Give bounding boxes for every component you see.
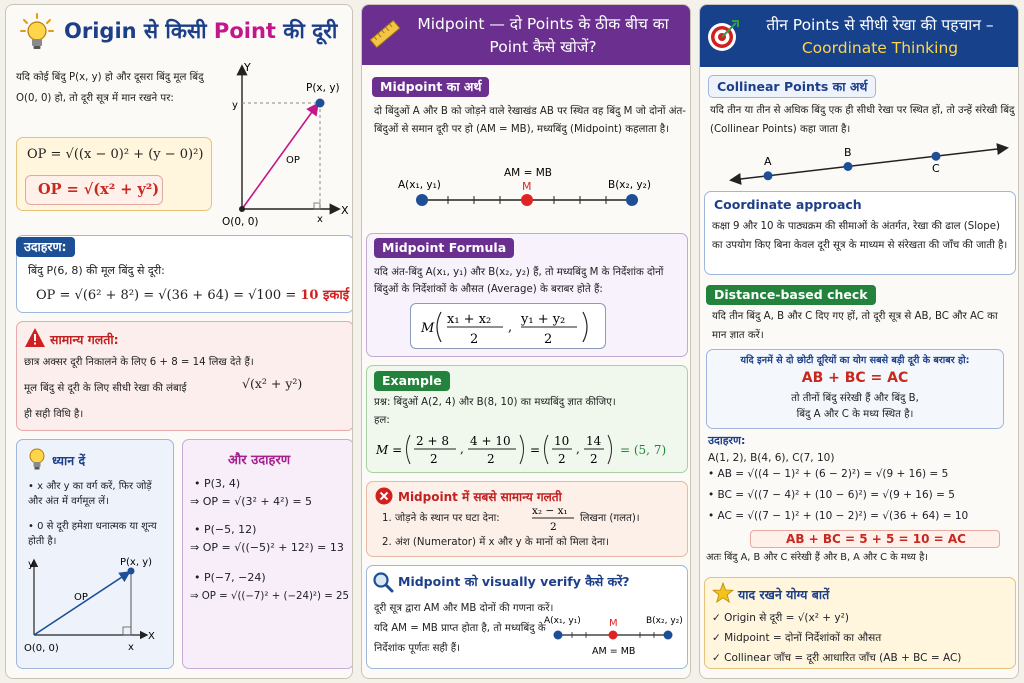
verify-segment-diagram <box>542 609 688 661</box>
warning-icon <box>24 327 46 349</box>
svg-text:x₂ − x₁: x₂ − x₁ <box>532 505 568 517</box>
mistake-title: Midpoint में सबसे सामान्य गलती <box>398 490 562 504</box>
more-examples-title: और उदाहरण <box>228 453 291 468</box>
x-tick-label: x <box>317 214 323 225</box>
bulb-icon <box>20 13 54 51</box>
note-graph <box>20 553 170 665</box>
op-formula-box <box>16 137 212 211</box>
collinear-line-diagram <box>720 140 1010 190</box>
svg-text:A(x₁, y₁): A(x₁, y₁) <box>544 616 581 626</box>
svg-text:2 + 8: 2 + 8 <box>416 434 449 448</box>
svg-text:2: 2 <box>487 452 495 466</box>
midpoint-meaning-tag: Midpoint का अर्थ <box>372 77 489 97</box>
point-b-label: B(x₂, y₂) <box>608 179 651 191</box>
svg-text:O(0, 0): O(0, 0) <box>24 643 59 654</box>
segment-label: OP <box>286 155 300 166</box>
svg-text:M =: M = <box>376 443 403 457</box>
midpoint-panel <box>361 4 691 679</box>
note-bullet-1: • x और y का वर्ग करें, फिर जोड़ें और अंत में वर्गमूल लें। <box>28 481 152 507</box>
example-result-box <box>750 530 1000 548</box>
point-p <box>316 99 325 108</box>
error-text-2: मूल बिंदु से दूरी के लिए सीधी रेखा की लंबाई <box>24 383 187 394</box>
verify-title: Midpoint को visually verify कैसे करें? <box>398 574 630 589</box>
svg-text:x: x <box>128 642 134 653</box>
svg-text:P(x, y): P(x, y) <box>120 557 153 568</box>
svg-text:2: 2 <box>550 521 557 533</box>
magnifier-icon <box>372 571 394 593</box>
svg-text:= (5, 7): = (5, 7) <box>620 443 667 457</box>
svg-text:X: X <box>148 631 155 642</box>
example-conclusion: अतः बिंदु A, B और C संरेखी हैं और B, A और C के मध्य है। <box>706 552 928 563</box>
more-example-point: • P(−5, 12) <box>194 523 257 536</box>
coordinate-approach-text: कक्षा 9 और 10 के पाठ्यक्रम की सीमाओं के अंतर्गत, रेखा की ढाल (Slope) का उपयोग किए बिना केवल दूरी सूत्र के माध्यम से संरेखता की जाँच की जाती है। <box>712 221 1008 251</box>
remember-item: ✓ Collinear जाँच = दूरी आधारित जाँच (AB + BC = AC) <box>712 652 962 664</box>
svg-text:,: , <box>576 442 580 456</box>
distance-check-text: यदि तीन बिंदु A, B और C दिए गए हों, तो दूरी सूत्र से AB, BC और AC का मान ज्ञात करें। <box>712 311 998 341</box>
collinear-meaning-text: यदि तीन या तीन से अधिक बिंदु एक ही सीधी रेखा पर स्थित हों, तो उन्हें संरेखी बिंदु (Collinear Points) कहा जाता है। <box>710 105 1015 135</box>
svg-text:y₁ + y₂: y₁ + y₂ <box>521 312 566 327</box>
more-example-calc: ⇒ OP = √((−5)² + 12²) = 13 <box>190 541 344 554</box>
svg-text:2: 2 <box>544 332 553 347</box>
condition-text: यदि इनमें से दो छोटी दूरियों का योग सबसे बड़ी दूरी के बराबर हो: <box>740 355 970 366</box>
svg-text:10: 10 <box>554 434 570 448</box>
svg-text:4 + 10: 4 + 10 <box>470 434 511 448</box>
svg-text:2: 2 <box>470 332 479 347</box>
op-result-box <box>25 175 163 205</box>
example-result: AB + BC = 5 + 5 = 10 = AC <box>786 532 966 546</box>
origin-graph <box>218 57 353 227</box>
point-o <box>239 206 245 212</box>
point-a-label: A(x₁, y₁) <box>398 179 441 191</box>
point-p-label: P(x, y) <box>306 82 340 94</box>
mistake-item-1: 1. जोड़ने के स्थान पर घटा देना: <box>382 513 500 524</box>
note-title: ध्यान दें <box>52 453 86 468</box>
collinear-meaning-tag: Collinear Points का अर्थ <box>708 75 876 98</box>
svg-text:B(x₂, y₂): B(x₂, y₂) <box>646 616 683 626</box>
point-a-label: A <box>764 155 772 168</box>
ruler-icon <box>368 17 402 51</box>
coordinate-approach-title: Coordinate approach <box>714 197 862 212</box>
op-segment <box>242 105 317 209</box>
panel-header <box>700 5 1019 67</box>
error-x-icon <box>375 487 393 505</box>
remember-item: ✓ Midpoint = दोनों निर्देशांकों का औसत <box>712 632 882 644</box>
more-example-point: • P(3, 4) <box>194 477 241 490</box>
svg-text:,: , <box>508 320 513 335</box>
svg-text:2: 2 <box>430 452 438 466</box>
panel-title: तीन Points से सीधी रेखा की पहचान – Coordinate Thinking <box>766 16 994 57</box>
example-solution-label: हल: <box>374 415 390 426</box>
example-points: A(1, 2), B(4, 6), C(7, 10) <box>708 452 835 464</box>
error-text-1: छात्र अक्सर दूरी निकालने के लिए 6 + 8 = 14 लिख देते हैं। <box>24 357 254 368</box>
point-m-label: M <box>522 180 532 193</box>
example-tag: उदाहरण: <box>16 237 75 257</box>
midpoint-formula-text: यदि अंत-बिंदु A(x₁, y₁) और B(x₂, y₂) हैं, तो मध्यबिंदु M के निर्देशांक दोनों बिंदुओं के निर्देशांकों के औसत (Average) के बराबर होते हैं: <box>374 267 664 295</box>
wrong-formula <box>532 503 576 533</box>
point-b <box>626 194 638 206</box>
svg-text:2: 2 <box>558 452 566 466</box>
star-icon <box>712 582 734 604</box>
example-line: बिंदु P(6, 8) की मूल बिंदु से दूरी: <box>28 264 165 277</box>
svg-text:AM = MB: AM = MB <box>592 646 636 657</box>
point-c-label: C <box>932 162 940 175</box>
distance-check-tag: Distance-based check <box>706 285 876 305</box>
calc-bc: • BC = √((7 − 4)² + (10 − 6)²) = √(9 + 16) = 5 <box>708 489 955 501</box>
mistake-item-1-suffix: लिखना (गलत)। <box>580 513 640 524</box>
y-axis-label: Y <box>244 61 251 74</box>
condition-result-2: बिंदु A और C के मध्य स्थित है। <box>796 409 914 420</box>
panel-title: Midpoint — दो Points के ठीक बीच का Point कैसे खोजें? <box>417 15 669 56</box>
example-calculation <box>372 429 682 469</box>
note-bullet-2: • 0 से दूरी हमेशा धनात्मक या शून्य होती है। <box>28 521 157 547</box>
more-examples-box <box>182 439 353 669</box>
svg-text:14: 14 <box>586 434 602 448</box>
origin-distance-panel <box>5 4 353 679</box>
distance-formula-result: OP = √(x² + y²) <box>38 181 160 198</box>
panel-header <box>362 5 691 65</box>
verify-text: दूरी सूत्र द्वारा AM और MB दोनों की गणना करें। यदि AM = MB प्राप्त होता है, तो मध्यबिंदु के निर्देशांक पूर्णतः सही हैं। <box>374 603 554 654</box>
more-example-calc: ⇒ OP = √((−7)² + (−24)²) = 25 <box>190 591 349 602</box>
calc-ac: • AC = √((7 − 1)² + (10 − 2)²) = √(36 + 64) = 10 <box>708 510 969 522</box>
collinear-panel <box>699 4 1019 679</box>
point-a <box>416 194 428 206</box>
midpoint-segment-diagram <box>368 160 686 220</box>
condition-formula: AB + BC = AC <box>801 370 909 386</box>
svg-text:M: M <box>609 618 618 629</box>
x-axis-label: X <box>341 204 349 217</box>
point-m <box>521 194 533 206</box>
midpoint-meaning-text: दो बिंदुओं A और B को जोड़ने वाले रेखाखंड AB पर स्थित वह बिंदु M जो दोनों अंत-बिंदुओं से समान दूरी पर हो (AM = MB), मध्यबिंदु (Midpoint) कहलाता है। <box>374 106 686 135</box>
target-icon <box>706 19 740 53</box>
mistake-item-2: 2. अंश (Numerator) में x और y के मानों को मिला देना। <box>382 537 610 548</box>
y-tick-label: y <box>232 100 238 111</box>
remember-item: ✓ Origin से दूरी = √(x² + y²) <box>712 612 849 624</box>
svg-text:M: M <box>421 321 435 336</box>
svg-text:,: , <box>460 442 464 456</box>
point-b-label: B <box>844 146 852 159</box>
svg-text:2: 2 <box>590 452 598 466</box>
example-formula: OP = √(6² + 8²) = √(36 + 64) = √100 = 10 इकाई <box>36 288 350 303</box>
midpoint-formula-display <box>410 303 606 349</box>
remember-title: याद रखने योग्य बातें <box>738 587 830 602</box>
svg-text:y: y <box>28 559 34 570</box>
midpoint-formula-tag: Midpoint Formula <box>374 238 514 258</box>
intro-text: यदि कोई बिंदु P(x, y) हो और दूसरा बिंदु मूल बिंदु O(0, 0) हो, तो दूरी सूत्र में मान रखने पर: <box>16 72 204 104</box>
panel-header <box>6 5 353 59</box>
error-formula: √(x² + y²) <box>242 376 303 391</box>
svg-text:=: = <box>530 443 541 457</box>
am-mb-label: AM = MB <box>504 167 552 179</box>
condition-result-1: तो तीनों बिंदु संरेखी हैं और बिंदु B, <box>791 393 919 404</box>
error-title: सामान्य गलती: <box>50 332 119 347</box>
more-example-calc: ⇒ OP = √(3² + 4²) = 5 <box>190 495 313 508</box>
example-title: उदाहरण: <box>708 434 746 447</box>
example-tag: Example <box>374 371 450 391</box>
error-text-3: ही सही विधि है। <box>24 409 84 420</box>
origin-label: O(0, 0) <box>222 216 259 227</box>
svg-text:x₁ + x₂: x₁ + x₂ <box>447 312 492 327</box>
calc-ab: • AB = √((4 − 1)² + (6 − 2)²) = √(9 + 16) = 5 <box>708 468 949 480</box>
bulb-icon <box>26 446 48 472</box>
more-example-point: • P(−7, −24) <box>194 571 266 584</box>
distance-formula-expanded: OP = √((x − 0)² + (y − 0)²) <box>27 147 204 162</box>
page-title: Origin से किसी Point की दूरी <box>64 19 338 43</box>
example-question: प्रश्न: बिंदुओं A(2, 4) और B(8, 10) का मध्यबिंदु ज्ञात कीजिए। <box>374 397 616 408</box>
svg-text:OP: OP <box>74 592 88 603</box>
